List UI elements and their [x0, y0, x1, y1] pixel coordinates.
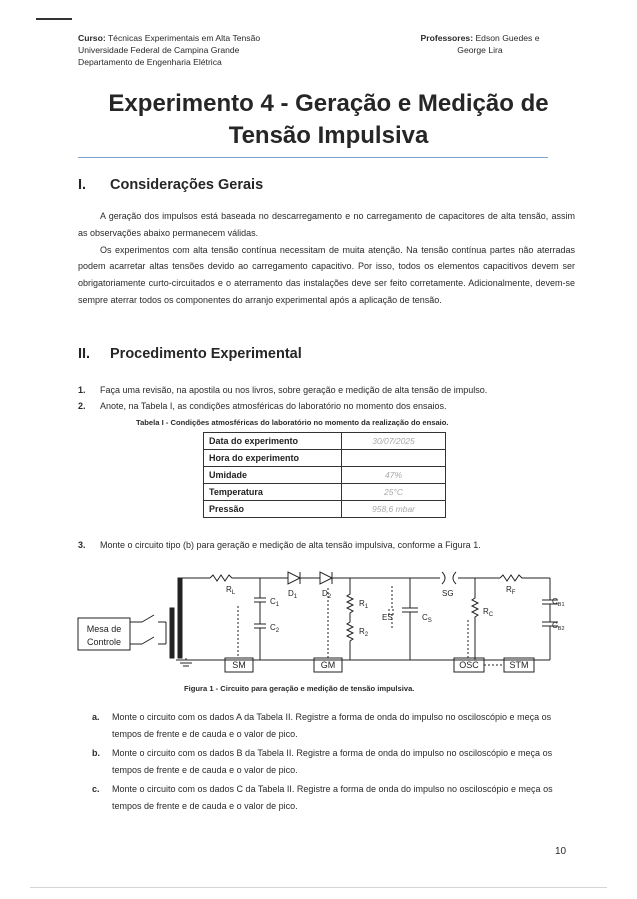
switch-symbols — [130, 615, 166, 644]
professors-line2: George Lira — [457, 45, 503, 55]
page-number: 10 — [555, 846, 567, 857]
table-caption: Tabela I - Condições atmosféricas do laboratório no momento da realização do ensaio. — [136, 418, 449, 427]
resistor-rc — [472, 578, 478, 660]
page-title — [60, 88, 597, 152]
row-label: Umidade — [204, 467, 342, 484]
label-rf: $R_F$ — [506, 585, 516, 596]
course-label: Curso: — [78, 33, 106, 43]
university-name: Universidade Federal de Campina Grande — [78, 45, 240, 55]
section-title: Considerações Gerais — [110, 177, 264, 193]
transformer-core — [170, 608, 174, 658]
section-number: I. — [78, 177, 87, 193]
capacitors-c1-c2 — [254, 578, 266, 660]
table-row — [204, 450, 446, 467]
capacitor-cs — [402, 578, 418, 660]
header-institution — [78, 32, 260, 68]
table-row — [204, 467, 446, 484]
section-title: Procedimento Experimental — [110, 346, 302, 362]
label-c2: $C_2$ — [270, 623, 280, 634]
section-heading-1 — [78, 177, 263, 193]
page-bottom-rule — [30, 887, 607, 888]
label-cs: $C_S$ — [422, 613, 432, 624]
item-text: Monte o circuito com os dados C da Tabela II. Registre a forma de onda do impulso no osciloscópio e meça os tempos de frente e de cauda e o valor de pico. — [112, 784, 553, 811]
diodes-d1-d2 — [280, 572, 410, 584]
conditions-table — [203, 432, 446, 518]
row-value[interactable]: 30/07/2025 — [342, 433, 446, 450]
section-heading-2 — [78, 346, 302, 362]
spark-gap-sg — [410, 572, 500, 584]
substep-list — [78, 709, 578, 817]
label-cb2: $C_{B2}$ — [552, 621, 565, 632]
paragraph: Os experimentos com alta tensão contínua necessitam de muita atenção. Na tensão contínua partes não aterradas podem acarretar altas tensões devido ao carregamento capacitivo. Por isso, todos os elementos capacitivos devem ser obrigatoriamente curto-circuitados e o aterramento das instalações deve ser feito corretamente. Adicionalmente, devem-se sempre aterrar todos os componentes do arranjo experimental após a aplicação de tensão. — [78, 244, 575, 305]
section-number: II. — [78, 346, 91, 362]
label-rc: $R_C$ — [483, 607, 494, 618]
list-item — [78, 709, 578, 743]
label-sg: SG — [442, 589, 454, 598]
department-name: Departamento de Engenharia Elétrica — [78, 57, 222, 67]
section1-body — [78, 208, 575, 309]
step-list — [78, 382, 578, 414]
capacitors-cb1-cb2 — [542, 578, 558, 660]
title-line2: Tensão Impulsiva — [228, 122, 429, 149]
item-text: Monte o circuito com os dados A da Tabela II. Registre a forma de onda do impulso no osciloscópio e meça os tempos de frente e de cauda e o valor de pico. — [112, 712, 552, 739]
item-letter: c. — [92, 784, 100, 794]
resistors-r1-r2 — [347, 578, 353, 660]
label-r2: $R_2$ — [359, 627, 369, 638]
label-cb1: $C_{B1}$ — [552, 597, 565, 608]
resistor-rf — [500, 575, 550, 581]
title-line1: Experimento 4 - Geração e Medição de — [108, 90, 549, 117]
figure-caption: Figura 1 - Circuito para geração e medição de tensão impulsiva. — [184, 684, 415, 693]
item-text: Faça uma revisão, na apostila ou nos livros, sobre geração e medição de alta tensão de impulso. — [100, 385, 488, 395]
list-item — [78, 537, 578, 553]
corner-mark — [36, 18, 72, 20]
row-value[interactable]: 958,6 mbar — [342, 501, 446, 518]
list-item — [78, 745, 578, 779]
label-d2: $D_2$ — [322, 589, 332, 600]
list-item — [78, 781, 578, 815]
header-professors — [405, 32, 555, 56]
sm-label: SM — [232, 660, 246, 670]
item-text: Anote, na Tabela I, as condições atmosféricas do laboratório no momento dos ensaios. — [100, 401, 447, 411]
ground-icon — [176, 658, 196, 666]
row-label: Hora do experimento — [204, 450, 342, 467]
course-name: Técnicas Experimentais em Alta Tensão — [107, 33, 261, 43]
table-row — [204, 484, 446, 501]
control-desk-label-2: Controle — [86, 637, 122, 647]
label-rl: $R_L$ — [226, 585, 236, 596]
label-d1: $D_1$ — [288, 589, 298, 600]
osc-label: OSC — [459, 660, 479, 670]
gm-label: GM — [320, 660, 336, 670]
switch-es — [388, 586, 396, 630]
row-value[interactable]: 25°C — [342, 484, 446, 501]
control-desk-label-1: Mesa de — [86, 624, 122, 634]
list-item — [78, 398, 578, 414]
professors-line1: Edson Guedes e — [475, 33, 540, 43]
title-divider — [78, 157, 548, 158]
item-letter: a. — [92, 712, 100, 722]
step-list-cont — [78, 537, 578, 553]
label-r1: $R_1$ — [359, 599, 369, 610]
label-es: ES — [382, 613, 393, 622]
table-row — [204, 501, 446, 518]
table-row — [204, 433, 446, 450]
row-value[interactable] — [342, 450, 446, 467]
paragraph: A geração dos impulsos está baseada no descarregamento e no carregamento de capacitores de alta tensão, assim as observações abaixo permanecem válidas. — [78, 211, 575, 238]
stm-label: STM — [509, 660, 529, 670]
list-item — [78, 382, 578, 398]
resistor-rl — [182, 575, 280, 581]
row-value[interactable]: 47% — [342, 467, 446, 484]
impulse-circuit-diagram — [70, 560, 570, 680]
row-label: Pressão — [204, 501, 342, 518]
row-label: Data do experimento — [204, 433, 342, 450]
label-c1: $C_1$ — [270, 597, 280, 608]
item-number: 1. — [78, 385, 86, 395]
item-letter: b. — [92, 748, 100, 758]
transformer-secondary — [178, 578, 182, 658]
item-text: Monte o circuito com os dados B da Tabela II. Registre a forma de onda do impulso no osciloscópio e meça os tempos de frente e de cauda e o valor de pico. — [112, 748, 553, 775]
item-number: 3. — [78, 540, 86, 550]
item-number: 2. — [78, 401, 86, 411]
item-text: Monte o circuito tipo (b) para geração e medição de alta tensão impulsiva, conforme a Figura 1. — [100, 540, 481, 550]
row-label: Temperatura — [204, 484, 342, 501]
professors-label: Professores: — [420, 33, 474, 43]
